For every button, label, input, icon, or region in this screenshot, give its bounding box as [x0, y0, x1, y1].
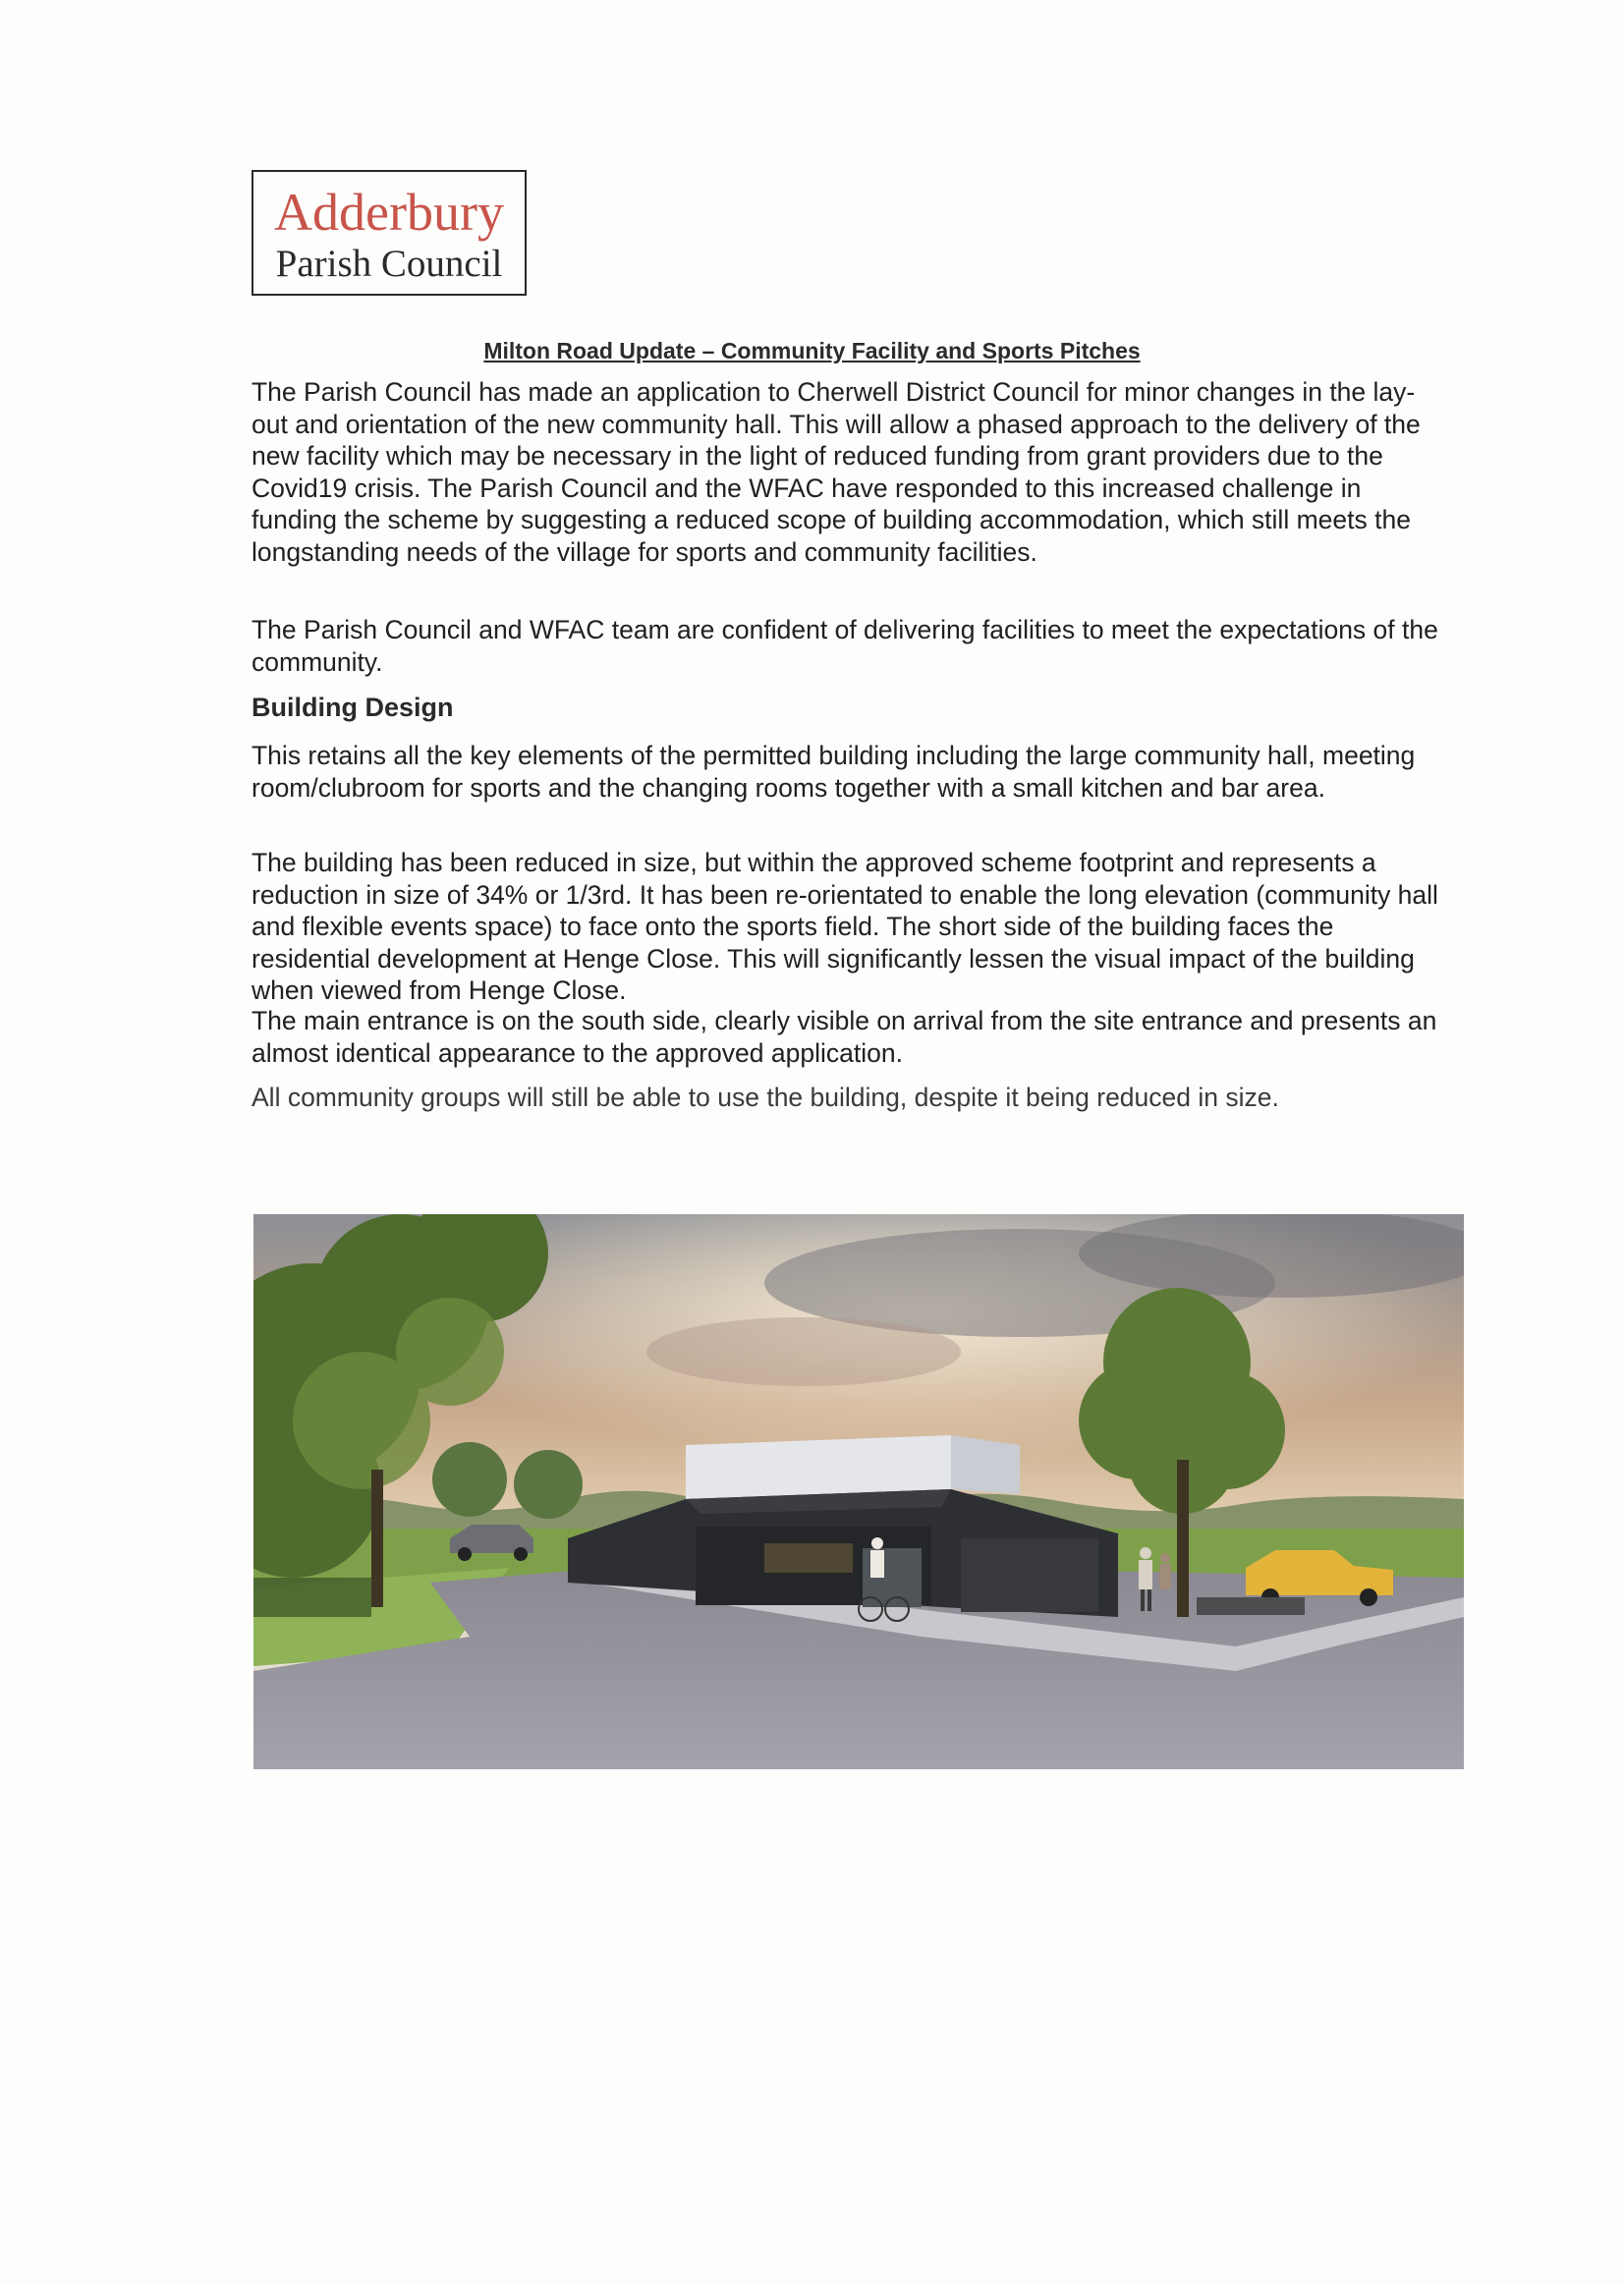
design-paragraph-size: The building has been reduced in size, but within the approved scheme footprint and represents a reduction in size of 34% or 1/3rd. It has been re-orientated to enable the long elevation (community hall and flexible events space) to face onto the sports field. The short side of the building faces the residential development at Henge Close. This will significantly lessen the visual impact of the building when viewed from Henge Close. [252, 848, 1438, 1005]
parish-council-logo [252, 170, 527, 296]
building-render-illustration [253, 1214, 1464, 1769]
design-paragraph-community-groups: All community groups will still be able to use the building, despite it being reduced in size. [252, 1083, 1279, 1112]
intro-paragraph: The Parish Council has made an application to Cherwell District Council for minor changes in the lay-out and orientation of the new community hall. This will allow a phased approach to the delivery of the new facility which may be necessary in the light of reduced funding from grant providers due to the Covid19 crisis. The Parish Council and the WFAC have responded to this increased challenge in funding the scheme by suggesting a reduced scope of building accommodation, which still meets the longstanding needs of the village for sports and community facilities. [252, 377, 1421, 567]
logo-title: Adderbury [274, 183, 504, 242]
section-heading-building-design: Building Design [252, 693, 454, 722]
design-paragraph-elements: This retains all the key elements of the permitted building including the large community hall, meeting room/clubroom for sports and the changing rooms together with a small kitchen and bar area. [252, 741, 1416, 803]
design-paragraph-entrance: The main entrance is on the south side, clearly visible on arrival from the site entrance and presents an almost identical appearance to the approved application. [252, 1006, 1437, 1068]
document-title: Milton Road Update – Community Facility and Sports Pitches [483, 338, 1141, 363]
logo-subtitle: Parish Council [275, 243, 503, 285]
building-render-image [253, 1214, 1464, 1769]
confidence-paragraph: The Parish Council and WFAC team are confident of delivering facilities to meet the expectations of the community. [252, 615, 1438, 677]
